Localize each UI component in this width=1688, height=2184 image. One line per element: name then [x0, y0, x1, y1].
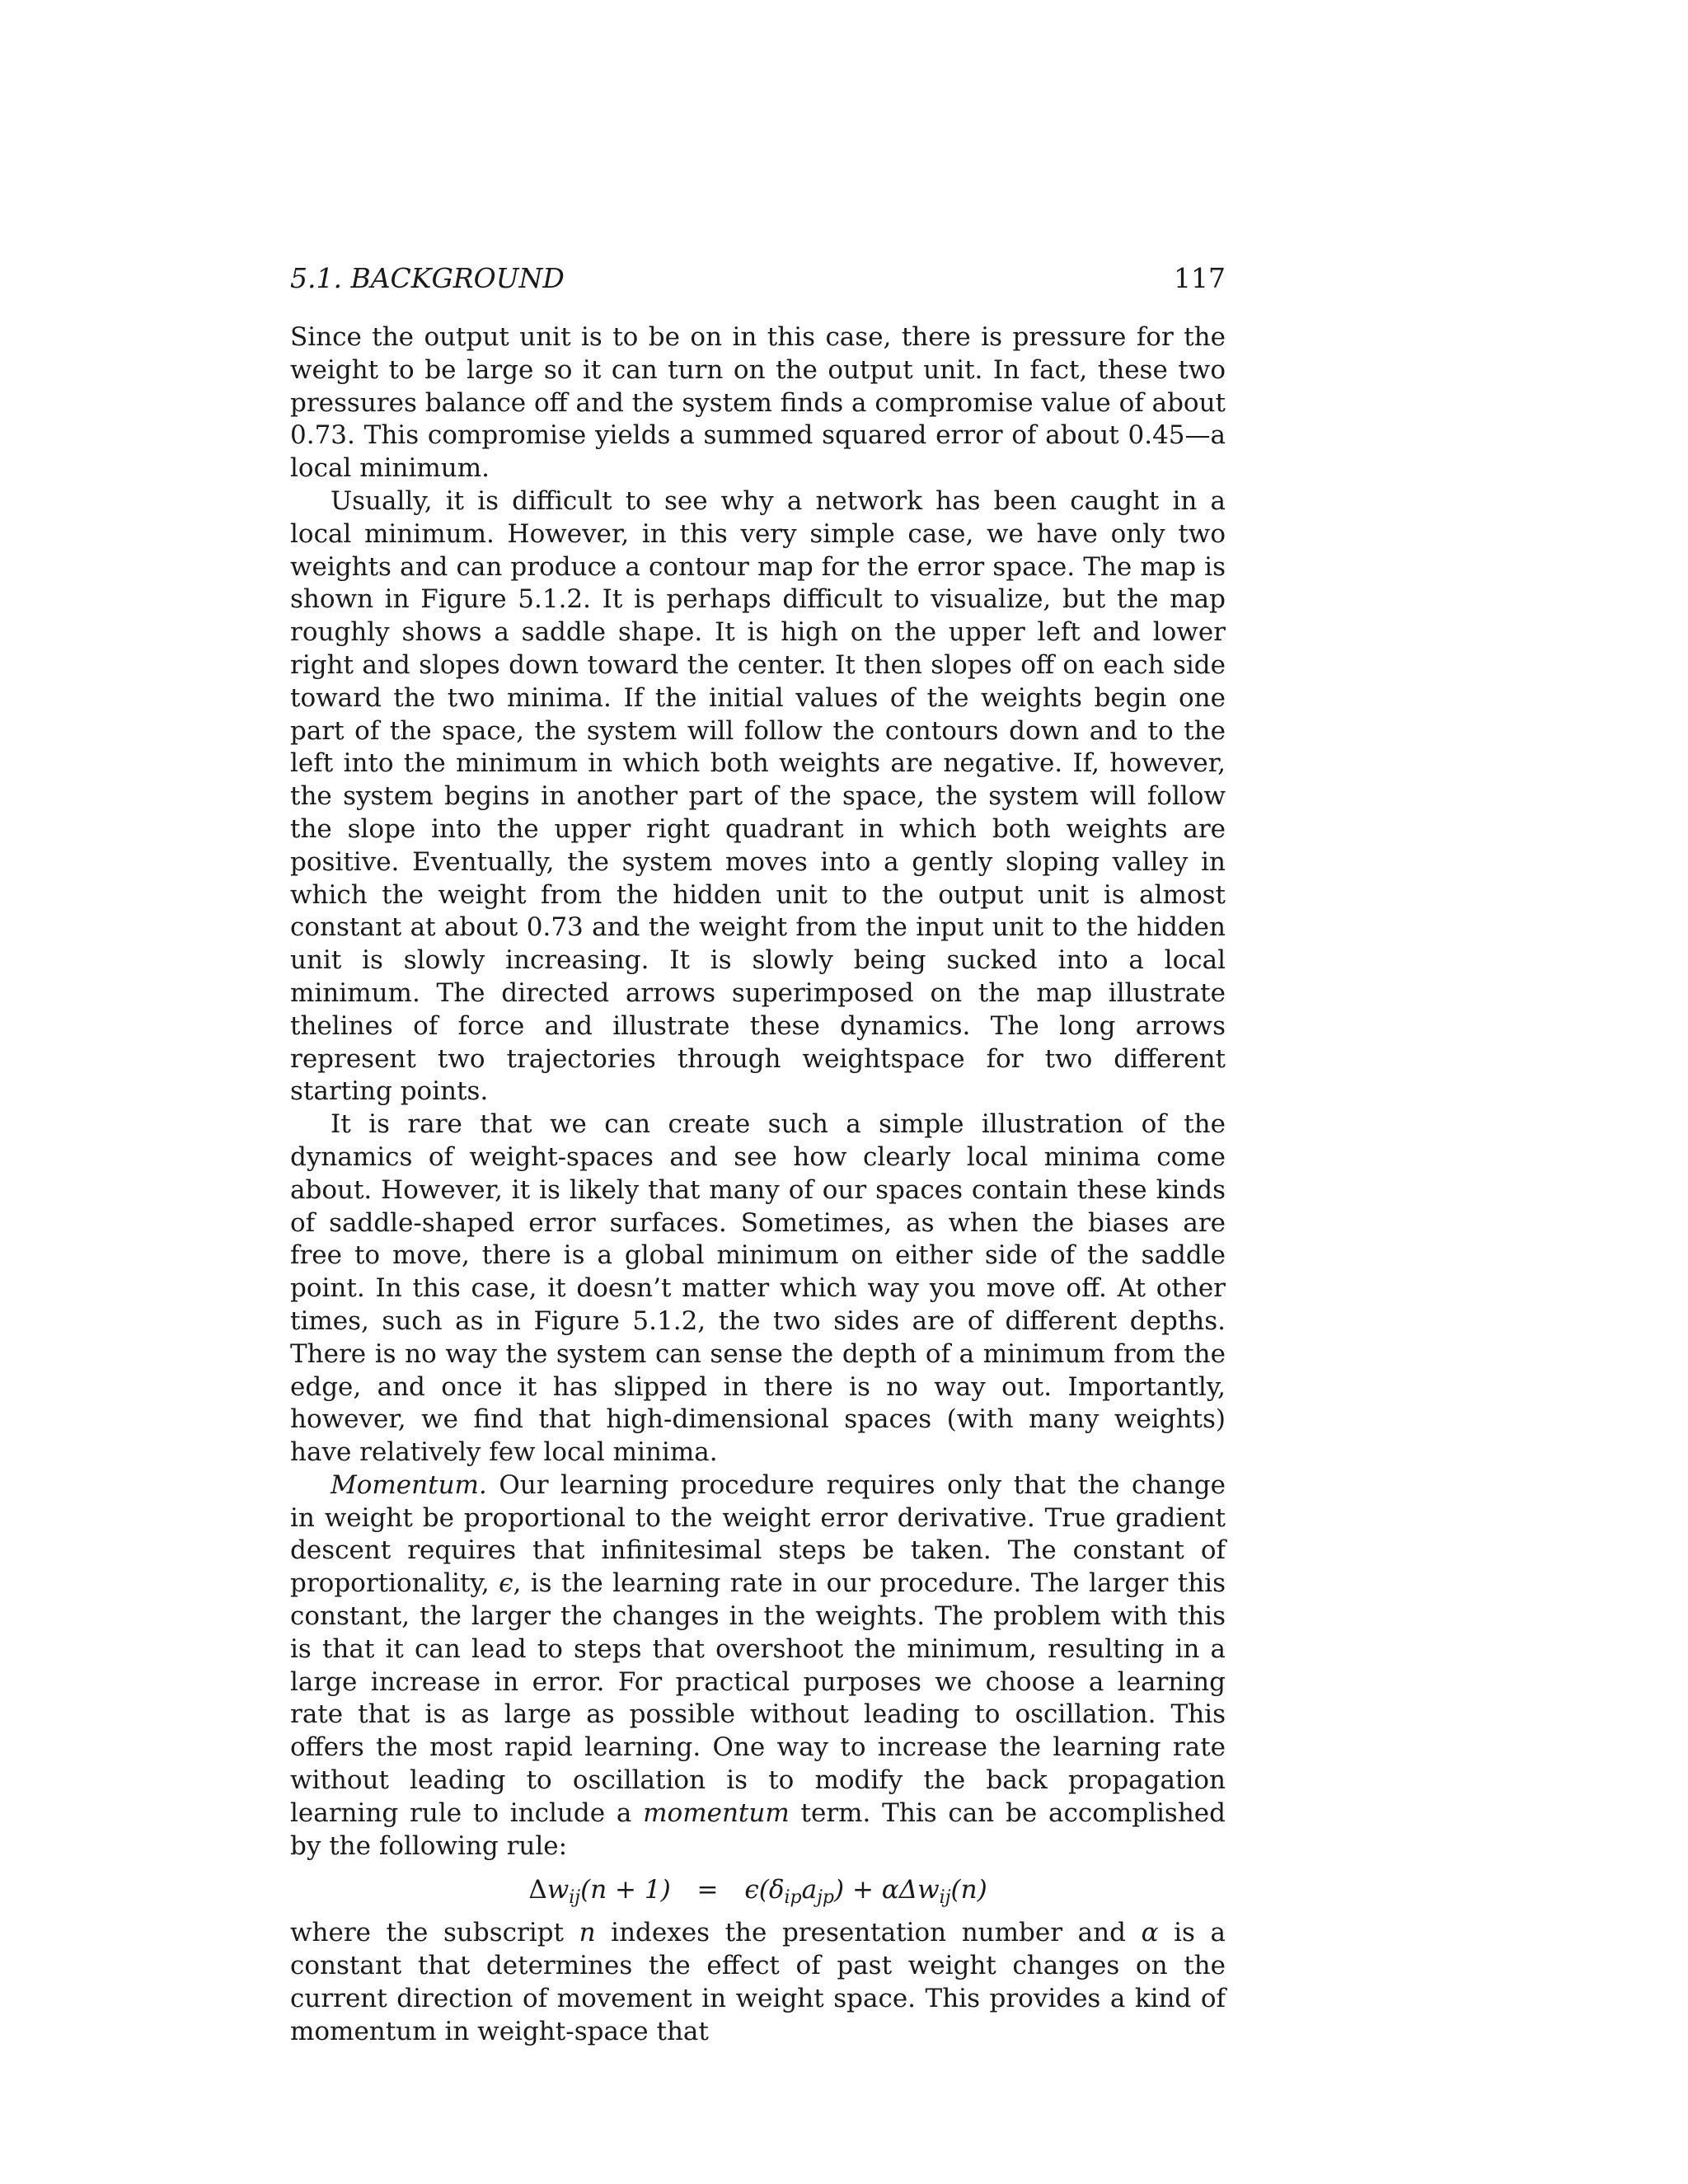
- eq-rhs-mid: ) + αΔ: [834, 1875, 918, 1905]
- equation-rhs: [744, 1872, 987, 1907]
- eq-rhs-a: a: [801, 1875, 818, 1905]
- eq-rhs-eps: ϵ(δ: [744, 1875, 785, 1905]
- page-number: 117: [1174, 262, 1226, 294]
- eq-rhs-w: w: [917, 1875, 940, 1905]
- eq-rhs-sub-ip: ip: [784, 1887, 802, 1909]
- momentum-heading: Momentum.: [331, 1469, 487, 1500]
- eq-rhs-sub-jp: jp: [817, 1887, 835, 1909]
- epsilon-symbol: ϵ: [499, 1568, 513, 1599]
- eq-lhs-w: w: [546, 1875, 570, 1905]
- n-symbol: n: [579, 1918, 596, 1948]
- eq-lhs-sub: ij: [569, 1887, 581, 1909]
- paragraph-5-text-b: indexes the presentation number and: [595, 1918, 1142, 1948]
- paragraph-5-text-a: where the subscript: [290, 1918, 579, 1948]
- paragraph-4-text-c: term. This can be accomplished by the following rule:: [290, 1797, 1226, 1861]
- eq-rhs-sub-ij: ij: [939, 1887, 951, 1909]
- eq-lhs-delta: Δ: [528, 1875, 547, 1905]
- alpha-symbol: α: [1141, 1918, 1159, 1948]
- eq-rhs-arg: (n): [950, 1875, 987, 1905]
- section-title: 5.1. BACKGROUND: [290, 262, 565, 294]
- paragraph-4-text-b: , is the learning rate in our procedure. The larger this constant, the larger the changes in the weights. The problem with this is that it can lead to steps that overshoot the minimum, resulting in a large increase in error. For practical purposes we choose a learning rate that is as large as possible without leading to oscillation. This offers the most rapid learning. One way to increase the learning rate without leading to oscillation is to modify the back propagation learning rule to include a: [290, 1568, 1226, 1828]
- paragraph-1: Since the output unit is to be on in this case, there is pressure for the weight to be large so it can turn on the output unit. In fact, these two pressures balance off and the system finds a compromise value of about 0.73. This compromise yields a summed squared error of about 0.45—a local minimum.: [290, 322, 1226, 484]
- paragraph-5-text-c: is a constant that determines the effect of past weight changes on the current direction of movement in weight space. This provides a kind of momentum in weight-space that: [290, 1918, 1226, 2046]
- eq-lhs-arg: (n + 1): [580, 1875, 671, 1905]
- body-text: [290, 321, 1226, 2049]
- book-page: [290, 262, 1226, 2049]
- paragraph-5: [290, 1917, 1226, 2048]
- paragraph-4: [290, 1469, 1226, 1863]
- momentum-equation: [290, 1872, 1226, 1907]
- running-head: [290, 262, 1226, 295]
- equation-equals: =: [696, 1875, 719, 1905]
- paragraph-4-text-a: Our learning procedure requires only that the change in weight be proportional to the weight error derivative. True gradient descent requires that infinitesimal steps be taken. The constant of proportionality,: [290, 1469, 1226, 1599]
- paragraph-3: It is rare that we can create such a simple illustration of the dynamics of weight-spaces and see how clearly local minima come about. However, it is likely that many of our spaces contain these kinds of saddle-shaped error surfaces. Sometimes, as when the biases are free to move, there is a global minimum on either side of the saddle point. In this case, it doesn’t matter which way you move off. At other times, such as in Figure 5.1.2, the two sides are of different depths. There is no way the system can sense the depth of a minimum from the edge, and once it has slipped in there is no way out. Importantly, however, we find that high-dimensional spaces (with many weights) have relatively few local minima.: [290, 1109, 1226, 1468]
- momentum-term: momentum: [643, 1797, 790, 1828]
- paragraph-2: Usually, it is difficult to see why a network has been caught in a local minimum. However, in this very simple case, we have only two weights and can produce a contour map for the error space. The map is shown in Figure 5.1.2. It is perhaps difficult to visualize, but the map roughly shows a saddle shape. It is high on the upper left and lower right and slopes down toward the center. It then slopes off on each side toward the two minima. If the initial values of the weights begin one part of the space, the system will follow the contours down and to the left into the minimum in which both weights are negative. If, however, the system begins in another part of the space, the system will follow the slope into the upper right quadrant in which both weights are positive. Eventually, the system moves into a gently sloping valley in which the weight from the hidden unit to the output unit is almost constant at about 0.73 and the weight from the input unit to the hidden unit is slowly increasing. It is slowly being sucked into a local minimum. The directed arrows superimposed on the map illustrate thelines of force and illustrate these dynamics. The long arrows represent two trajectories through weightspace for two different starting points.: [290, 485, 1226, 1107]
- equation-lhs: [528, 1872, 670, 1907]
